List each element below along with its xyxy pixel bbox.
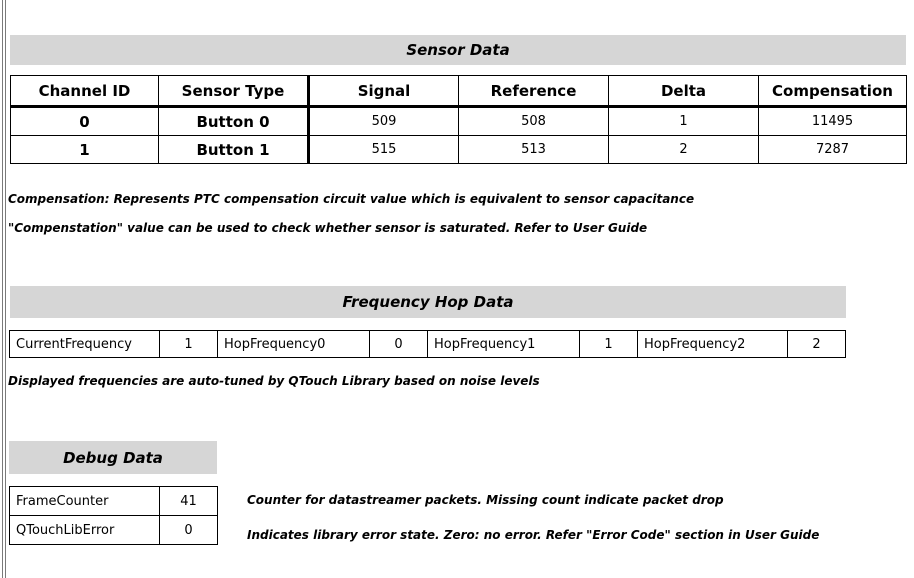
table-row bbox=[11, 136, 907, 164]
frequency-note: Displayed frequencies are auto-tuned by QTouch Library based on noise levels bbox=[8, 374, 540, 388]
saturation-note: "Compenstation" value can be used to check whether sensor is saturated. Refer to User Guide bbox=[8, 221, 648, 235]
col-reference: Reference bbox=[459, 76, 609, 107]
lib-error-note: Indicates library error state. Zero: no error. Refer "Error Code" section in User Guide bbox=[247, 528, 820, 542]
frame-counter-label: FrameCounter bbox=[10, 487, 160, 516]
debug-data-header: Debug Data bbox=[9, 441, 217, 474]
debug-data-table bbox=[9, 486, 218, 545]
compensation-cell: 7287 bbox=[759, 136, 907, 164]
reference-cell: 513 bbox=[459, 136, 609, 164]
delta-cell: 1 bbox=[609, 107, 759, 136]
frame-counter-note: Counter for datastreamer packets. Missing count indicate packet drop bbox=[247, 493, 724, 507]
col-delta: Delta bbox=[609, 76, 759, 107]
table-row bbox=[10, 516, 218, 545]
hop-frequency0-label: HopFrequency0 bbox=[218, 331, 370, 358]
hop-frequency2-value: 2 bbox=[788, 331, 846, 358]
frame-counter-value: 41 bbox=[160, 487, 218, 516]
left-border-line-2 bbox=[5, 0, 6, 578]
compensation-cell: 11495 bbox=[759, 107, 907, 136]
channel-id-cell: 1 bbox=[11, 136, 159, 164]
hop-frequency1-label: HopFrequency1 bbox=[428, 331, 580, 358]
col-signal: Signal bbox=[309, 76, 459, 107]
compensation-note: Compensation: Represents PTC compensation circuit value which is equivalent to sensor capacitance bbox=[8, 192, 695, 206]
left-border-line bbox=[2, 0, 3, 578]
current-frequency-value: 1 bbox=[160, 331, 218, 358]
table-row bbox=[10, 331, 846, 358]
signal-cell: 509 bbox=[309, 107, 459, 136]
col-channel-id: Channel ID bbox=[11, 76, 159, 107]
hop-frequency1-value: 1 bbox=[580, 331, 638, 358]
sensor-data-header: Sensor Data bbox=[10, 35, 906, 65]
table-row bbox=[11, 107, 907, 136]
col-sensor-type: Sensor Type bbox=[159, 76, 309, 107]
delta-cell: 2 bbox=[609, 136, 759, 164]
signal-cell: 515 bbox=[309, 136, 459, 164]
hop-frequency0-value: 0 bbox=[370, 331, 428, 358]
sensor-type-cell: Button 0 bbox=[159, 107, 309, 136]
reference-cell: 508 bbox=[459, 107, 609, 136]
sensor-type-cell: Button 1 bbox=[159, 136, 309, 164]
channel-id-cell: 0 bbox=[11, 107, 159, 136]
sensor-data-table bbox=[10, 75, 907, 164]
qtouch-lib-error-value: 0 bbox=[160, 516, 218, 545]
table-row bbox=[10, 487, 218, 516]
qtouch-lib-error-label: QTouchLibError bbox=[10, 516, 160, 545]
current-frequency-label: CurrentFrequency bbox=[10, 331, 160, 358]
hop-frequency2-label: HopFrequency2 bbox=[638, 331, 788, 358]
col-compensation: Compensation bbox=[759, 76, 907, 107]
sensor-header-row bbox=[11, 76, 907, 107]
frequency-hop-table bbox=[9, 330, 846, 358]
frequency-hop-header: Frequency Hop Data bbox=[10, 286, 846, 318]
